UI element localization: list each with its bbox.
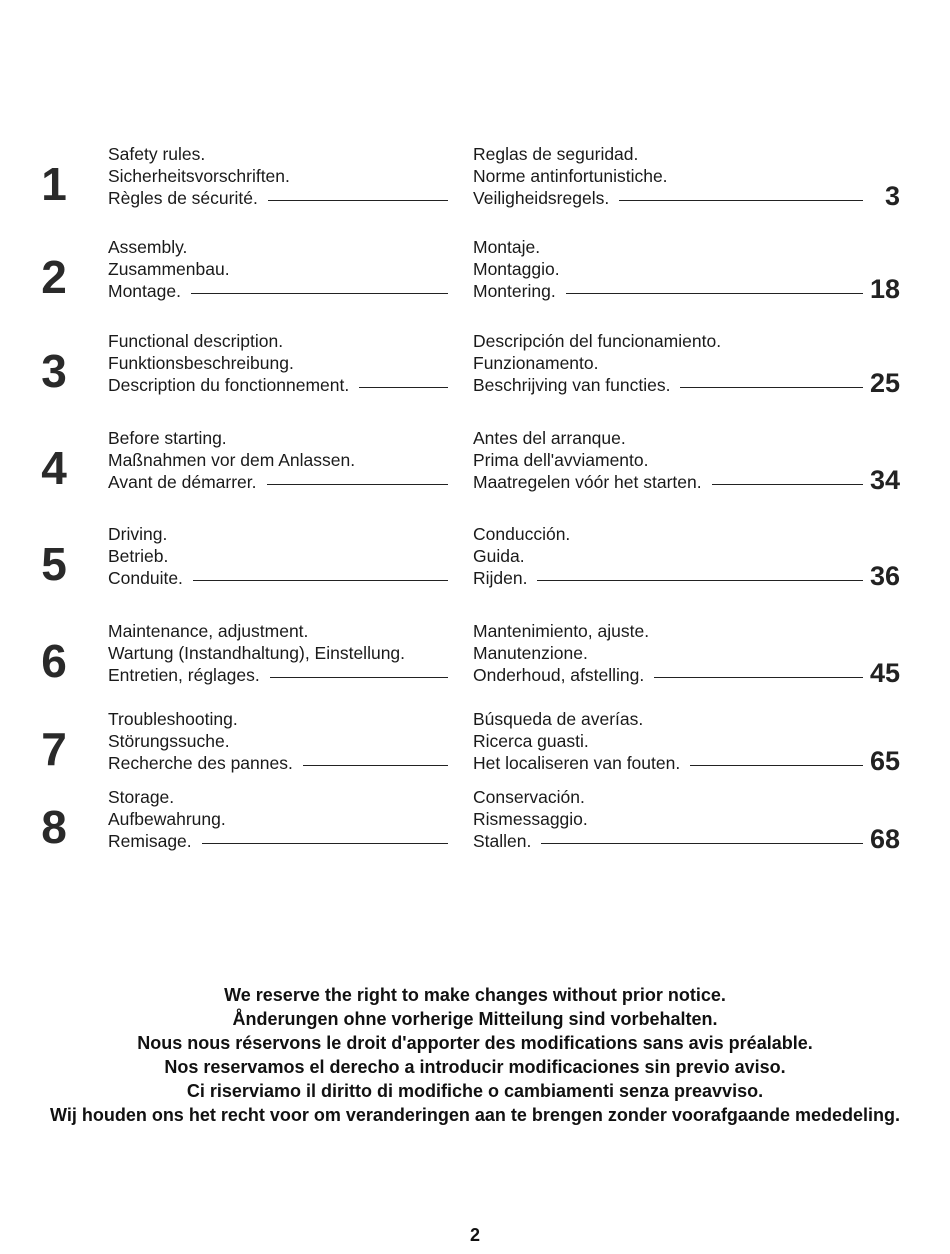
toc-text: Remisage. bbox=[108, 831, 192, 851]
section-number: 2 bbox=[41, 251, 67, 303]
toc-text: Het localiseren van fouten. bbox=[473, 753, 681, 773]
toc-right-column bbox=[473, 236, 863, 302]
toc-line bbox=[473, 523, 863, 545]
notice-block bbox=[30, 983, 920, 1127]
toc-text: Antes del arranque. bbox=[473, 428, 626, 448]
toc-line bbox=[473, 165, 863, 187]
toc-line bbox=[473, 620, 863, 642]
toc-text: Entretien, réglages. bbox=[108, 665, 260, 685]
toc-right-column bbox=[473, 620, 863, 686]
toc-page-number: 36 bbox=[869, 561, 900, 591]
toc-line bbox=[108, 786, 448, 808]
toc-text: Maintenance, adjustment. bbox=[108, 621, 309, 641]
toc-text: Conservación. bbox=[473, 787, 585, 807]
leader-rule bbox=[267, 484, 448, 485]
toc-text: Maatregelen vóór het starten. bbox=[473, 472, 702, 492]
leader-rule bbox=[268, 200, 448, 201]
toc-line bbox=[108, 730, 448, 752]
toc-right-column bbox=[473, 143, 863, 209]
toc-line bbox=[473, 708, 863, 730]
leader-rule bbox=[191, 293, 448, 294]
toc-line bbox=[473, 374, 863, 396]
leader-rule bbox=[566, 293, 863, 294]
toc-text: Descripción del funcionamiento. bbox=[473, 331, 722, 351]
toc-left-column bbox=[108, 236, 448, 302]
toc-line bbox=[473, 830, 863, 852]
toc-line bbox=[473, 143, 863, 165]
toc-right-column bbox=[473, 427, 863, 493]
toc-right-column bbox=[473, 330, 863, 396]
toc-line bbox=[108, 352, 448, 374]
toc-line bbox=[108, 664, 448, 686]
leader-rule bbox=[270, 677, 448, 678]
leader-rule bbox=[619, 200, 863, 201]
toc-line bbox=[108, 143, 448, 165]
toc-text: Avant de démarrer. bbox=[108, 472, 257, 492]
toc-text: Montaggio. bbox=[473, 259, 560, 279]
toc-line bbox=[473, 786, 863, 808]
toc-text: Beschrijving van functies. bbox=[473, 375, 671, 395]
toc-line bbox=[473, 187, 863, 209]
toc-line bbox=[108, 752, 448, 774]
toc-line bbox=[473, 808, 863, 830]
toc-page-number: 3 bbox=[884, 181, 900, 211]
toc-left-column bbox=[108, 620, 448, 686]
toc-text: Recherche des pannes. bbox=[108, 753, 293, 773]
toc-page-number: 68 bbox=[869, 824, 900, 854]
toc-text: Troubleshooting. bbox=[108, 709, 238, 729]
toc-left-column bbox=[108, 330, 448, 396]
toc-text: Règles de sécurité. bbox=[108, 188, 258, 208]
toc-text: Sicherheitsvorschriften. bbox=[108, 166, 290, 186]
toc-text: Stallen. bbox=[473, 831, 532, 851]
toc-line bbox=[108, 808, 448, 830]
toc-line bbox=[108, 545, 448, 567]
leader-rule bbox=[193, 580, 448, 581]
toc-text: Funktionsbeschreibung. bbox=[108, 353, 294, 373]
toc-line bbox=[473, 352, 863, 374]
page-number: 2 bbox=[469, 1225, 480, 1245]
section-number: 1 bbox=[41, 158, 67, 210]
toc-text: Functional description. bbox=[108, 331, 284, 351]
toc-text: Rijden. bbox=[473, 568, 528, 588]
leader-rule bbox=[359, 387, 448, 388]
toc-text: Storage. bbox=[108, 787, 175, 807]
leader-rule bbox=[680, 387, 863, 388]
toc-left-column bbox=[108, 708, 448, 774]
toc-line bbox=[473, 752, 863, 774]
toc-text: Safety rules. bbox=[108, 144, 206, 164]
toc-text: Funzionamento. bbox=[473, 353, 599, 373]
toc-line bbox=[108, 620, 448, 642]
toc-text: Veiligheidsregels. bbox=[473, 188, 610, 208]
section-number: 5 bbox=[41, 538, 67, 590]
toc-text: Onderhoud, afstelling. bbox=[473, 665, 645, 685]
toc-text: Driving. bbox=[108, 524, 168, 544]
notice-line-nl: Wij houden ons het recht voor om veranderingen aan te brengen zonder voorafgaande mededeling. bbox=[50, 1105, 900, 1125]
toc-line bbox=[473, 664, 863, 686]
toc-line bbox=[473, 730, 863, 752]
section-number: 3 bbox=[41, 345, 67, 397]
notice-line-it: Ci riserviamo il diritto di modifiche o cambiamenti senza preavviso. bbox=[186, 1081, 764, 1101]
toc-text: Mantenimiento, ajuste. bbox=[473, 621, 650, 641]
leader-rule bbox=[712, 484, 863, 485]
toc-text: Conduite. bbox=[108, 568, 183, 588]
toc-text: Ricerca guasti. bbox=[473, 731, 589, 751]
toc-text: Maßnahmen vor dem Anlassen. bbox=[108, 450, 356, 470]
toc-text: Conducción. bbox=[473, 524, 571, 544]
toc-line bbox=[108, 567, 448, 589]
toc-left-column bbox=[108, 786, 448, 852]
toc-line bbox=[473, 471, 863, 493]
toc-text: Rismessaggio. bbox=[473, 809, 588, 829]
toc-page-number: 65 bbox=[869, 746, 900, 776]
toc-right-column bbox=[473, 786, 863, 852]
toc-line bbox=[108, 236, 448, 258]
toc-text: Before starting. bbox=[108, 428, 227, 448]
leader-rule bbox=[537, 580, 863, 581]
toc-line bbox=[473, 258, 863, 280]
toc-line bbox=[108, 708, 448, 730]
toc-line bbox=[108, 187, 448, 209]
toc-line bbox=[108, 642, 448, 664]
toc-text: Störungssuche. bbox=[108, 731, 230, 751]
toc-line bbox=[108, 449, 448, 471]
toc-line bbox=[473, 330, 863, 352]
toc-text: Montering. bbox=[473, 281, 556, 301]
toc-page-number: 18 bbox=[869, 274, 900, 304]
leader-rule bbox=[303, 765, 448, 766]
toc-text: Description du fonctionnement. bbox=[108, 375, 350, 395]
notice-line-fr: Nous nous réservons le droit d'apporter des modifications sans avis préalable. bbox=[137, 1033, 813, 1053]
toc-text: Montage. bbox=[108, 281, 181, 301]
toc-line bbox=[108, 165, 448, 187]
toc-line bbox=[473, 449, 863, 471]
toc-text: Búsqueda de averías. bbox=[473, 709, 644, 729]
toc-text: Assembly. bbox=[108, 237, 188, 257]
toc-text: Zusammenbau. bbox=[108, 259, 230, 279]
section-number: 7 bbox=[41, 723, 67, 775]
section-number: 8 bbox=[41, 801, 67, 853]
toc-line bbox=[473, 567, 863, 589]
toc-line bbox=[473, 642, 863, 664]
toc-text: Manutenzione. bbox=[473, 643, 588, 663]
toc-line bbox=[108, 523, 448, 545]
section-number: 4 bbox=[41, 442, 67, 494]
toc-line bbox=[108, 471, 448, 493]
toc-line bbox=[108, 258, 448, 280]
toc-left-column bbox=[108, 523, 448, 589]
toc-text: Prima dell'avviamento. bbox=[473, 450, 649, 470]
toc-page-number: 34 bbox=[869, 465, 900, 495]
section-number: 6 bbox=[41, 635, 67, 687]
toc-text: Norme antinfortunistiche. bbox=[473, 166, 668, 186]
toc-right-column bbox=[473, 523, 863, 589]
toc-line bbox=[108, 374, 448, 396]
toc-text: Betrieb. bbox=[108, 546, 169, 566]
toc-text: Guida. bbox=[473, 546, 525, 566]
leader-rule bbox=[202, 843, 448, 844]
toc-text: Montaje. bbox=[473, 237, 541, 257]
toc-page-number: 25 bbox=[869, 368, 900, 398]
toc-line bbox=[473, 236, 863, 258]
notice-line-en: We reserve the right to make changes without prior notice. bbox=[224, 985, 726, 1005]
toc-left-column bbox=[108, 427, 448, 493]
leader-rule bbox=[541, 843, 863, 844]
toc-left-column bbox=[108, 143, 448, 209]
toc-line bbox=[108, 427, 448, 449]
leader-rule bbox=[690, 765, 863, 766]
toc-line bbox=[473, 545, 863, 567]
notice-line-es: Nos reservamos el derecho a introducir modificaciones sin previo aviso. bbox=[164, 1057, 786, 1077]
toc-line bbox=[108, 330, 448, 352]
toc-page-number: 45 bbox=[869, 658, 900, 688]
toc-text: Reglas de seguridad. bbox=[473, 144, 639, 164]
toc-text: Wartung (Instandhaltung), Einstellung. bbox=[108, 643, 406, 663]
toc-line bbox=[473, 280, 863, 302]
toc-line bbox=[473, 427, 863, 449]
toc-text: Aufbewahrung. bbox=[108, 809, 226, 829]
notice-line-de: Ånderungen ohne vorherige Mitteilung sind vorbehalten. bbox=[232, 1009, 718, 1029]
toc-line bbox=[108, 280, 448, 302]
leader-rule bbox=[654, 677, 863, 678]
toc-line bbox=[108, 830, 448, 852]
toc-right-column bbox=[473, 708, 863, 774]
